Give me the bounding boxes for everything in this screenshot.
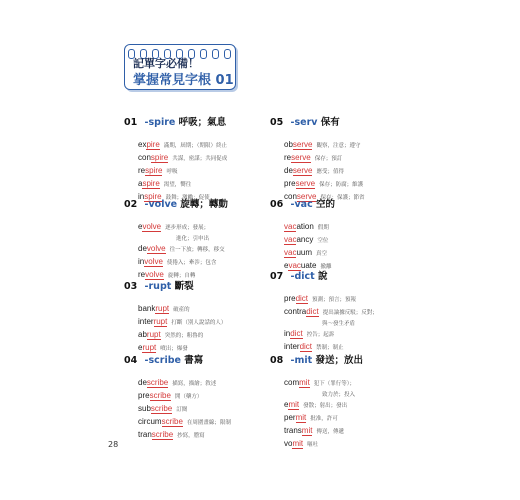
section-dict	[270, 268, 440, 351]
root-meaning: 保有	[320, 117, 340, 128]
vocab-definition: 呼吸	[166, 169, 178, 175]
vocab-definition-continued: 進化；引申出	[176, 236, 210, 242]
root-highlight: rupt	[153, 317, 168, 326]
root-label: -volve	[144, 199, 178, 210]
vocab-definition: 真空	[316, 251, 328, 257]
word-pre: a	[138, 179, 143, 188]
root-meaning: 斷裂	[174, 281, 194, 292]
vocab-entry	[284, 240, 440, 257]
root-highlight: rupt	[142, 343, 157, 352]
word-pre: ob	[284, 140, 293, 149]
word-pre: e	[284, 261, 289, 270]
root-highlight: volve	[142, 222, 162, 231]
section-scribe	[124, 352, 294, 439]
root-meaning: 書寫	[184, 355, 204, 366]
root-highlight: vac	[284, 235, 297, 244]
vocab-definition: 使捲入；牽涉；包含	[166, 260, 217, 266]
vocab-definition: 撤離	[320, 264, 332, 270]
word-pre: per	[284, 413, 296, 422]
word-pre: de	[138, 244, 147, 253]
word-pre: pre	[138, 391, 150, 400]
root-meaning: 發送；放出	[315, 355, 364, 366]
word-pre: e	[284, 400, 289, 409]
root-highlight: dict	[306, 307, 319, 316]
vocab-word	[284, 342, 312, 352]
section-number: 04	[124, 355, 138, 366]
vocab-definition: 嘔吐	[307, 442, 319, 448]
word-pre: pre	[284, 294, 296, 303]
root-highlight: spire	[142, 179, 160, 188]
vocab-definition: 突然的；粗魯的	[164, 333, 204, 339]
word-post: ation	[296, 222, 314, 231]
root-highlight: rupt	[155, 304, 170, 313]
word-pre: inter	[138, 317, 154, 326]
section-title	[124, 196, 294, 210]
root-highlight: rupt	[146, 330, 161, 339]
section-rupt	[124, 278, 294, 352]
vocab-word	[284, 307, 319, 317]
vocab-entry	[284, 321, 440, 338]
vocab-word	[284, 378, 310, 388]
word-pre: in	[284, 329, 291, 338]
vocab-entry	[284, 405, 440, 422]
vocab-definition: 發散；射出；發出	[303, 403, 348, 409]
section-title	[270, 114, 440, 128]
section-mit	[270, 352, 440, 448]
root-highlight: scribe	[146, 378, 169, 387]
vocab-entry	[284, 227, 440, 244]
word-pre: circum	[138, 417, 162, 426]
root-highlight: dict	[299, 342, 313, 351]
root-highlight: spire	[145, 166, 163, 175]
root-highlight: volve	[146, 244, 166, 253]
header-card	[124, 44, 236, 90]
vocab-definition: 傳送，傳遞	[316, 429, 344, 435]
vocab-definition: 開（藥方）	[174, 394, 203, 400]
root-highlight: mit	[299, 378, 310, 387]
vocab-definition: 抄寫，謄寫	[177, 433, 205, 439]
root-highlight: mit	[295, 413, 307, 422]
root-highlight: mit	[301, 426, 313, 435]
vocab-word	[284, 439, 303, 449]
root-label: -rupt	[144, 281, 172, 292]
vocab-entry	[284, 214, 440, 231]
section-title	[124, 278, 294, 292]
vocab-definition: 噴出；爆發	[160, 346, 188, 352]
word-pre: com	[284, 378, 300, 387]
root-meaning: 旋轉；轉動	[180, 199, 228, 210]
vocab-entry	[284, 286, 440, 303]
root-label: -scribe	[144, 355, 181, 366]
vocab-entry	[284, 418, 440, 435]
vocab-entry	[284, 145, 440, 162]
vocab-definition: 鼓舞；激勵；促使	[165, 195, 210, 201]
root-highlight: vac	[284, 248, 297, 257]
word-pre: pre	[284, 179, 296, 188]
vocab-definition: 共謀，密謀；共同促成	[172, 156, 228, 162]
section-serv	[270, 114, 440, 201]
vocab-definition: 假期	[317, 225, 329, 231]
section-title	[124, 114, 294, 128]
root-highlight: dict	[290, 329, 303, 338]
section-number: 06	[270, 199, 284, 210]
vocab-definition: 批准，許可	[310, 416, 338, 422]
word-pre: inter	[284, 342, 300, 351]
root-highlight: serve	[296, 192, 317, 201]
root-highlight: spire	[144, 192, 162, 201]
vocab-definition: 犯下（罪行等）；	[313, 381, 356, 387]
vocab-definition: 提出論據反駁；反對；	[322, 310, 378, 316]
root-highlight: mit	[292, 439, 304, 448]
root-highlight: spire	[150, 153, 169, 162]
root-highlight: scribe	[151, 430, 174, 439]
word-pre: trans	[284, 426, 302, 435]
section-title	[270, 268, 440, 282]
root-highlight: vac	[288, 261, 301, 270]
root-meaning: 空的	[316, 199, 336, 210]
vocab-definition: 往一下放；轉移，移交	[169, 247, 225, 253]
section-number: 01	[124, 117, 138, 128]
section-number: 03	[124, 281, 138, 292]
root-highlight: mit	[288, 400, 300, 409]
vocab-definition: 打斷（別人說話的人）	[171, 320, 227, 326]
word-pre: contra	[284, 307, 307, 316]
root-highlight: scribe	[150, 404, 173, 413]
vocab-definition: 禁制；制止	[316, 345, 344, 351]
root-highlight: serve	[291, 153, 311, 162]
root-highlight: serve	[292, 140, 313, 149]
vocab-definition: 旋轉；自轉	[167, 273, 196, 279]
root-highlight: volve	[145, 270, 164, 279]
section-vac	[270, 196, 440, 270]
vocab-entry	[284, 158, 440, 175]
vocab-entry	[284, 392, 440, 409]
word-pre: sub	[138, 404, 151, 413]
header-subtitle: 記單字必備！	[133, 57, 199, 70]
word-pre: e	[138, 343, 143, 352]
root-highlight: vac	[284, 222, 297, 231]
root-highlight: serve	[292, 166, 313, 175]
vocab-definition-continued: 致力於；投入	[322, 392, 356, 398]
vocab-definition: 保存；保護；節省	[320, 195, 365, 201]
vocab-definition: 觀察，注意；遵守	[316, 143, 361, 149]
vocab-definition: 空位	[317, 238, 329, 244]
vocab-definition: 保存；防腐；維護	[319, 182, 364, 188]
vocab-entry	[284, 334, 440, 351]
root-label: -vac	[290, 199, 313, 210]
root-meaning: 說	[318, 271, 328, 282]
word-pre: vo	[284, 439, 293, 448]
word-post: ancy	[296, 235, 314, 244]
section-number: 05	[270, 117, 284, 128]
root-label: -serv	[290, 117, 318, 128]
vocab-definition: 應受；值得	[316, 169, 344, 175]
word-pre: re	[138, 270, 146, 279]
section-number: 02	[124, 199, 138, 210]
vocab-definition: 破產的	[173, 307, 190, 313]
vocab-definition: 逐步形成；發展；	[165, 225, 210, 231]
vocab-definition: 滿期，屆期；（期限）終止	[163, 143, 228, 149]
word-pre: re	[138, 166, 146, 175]
root-highlight: volve	[144, 257, 163, 266]
word-pre: in	[138, 257, 145, 266]
word-pre: e	[138, 222, 143, 231]
section-number: 08	[270, 355, 284, 366]
vocab-definition: 控告；起訴	[306, 332, 335, 338]
root-highlight: scribe	[161, 417, 183, 426]
section-number: 07	[270, 271, 284, 282]
vocab-definition: 保存；預訂	[314, 156, 343, 162]
vocab-entry	[284, 132, 440, 149]
vocab-entry	[284, 370, 440, 398]
word-pre: in	[138, 192, 145, 201]
root-highlight: scribe	[149, 391, 171, 400]
page-number: 28	[108, 440, 119, 449]
word-pre: de	[138, 378, 147, 387]
word-pre: con	[284, 192, 297, 201]
word-pre: bank	[138, 304, 156, 313]
header-title: 掌握常見字根 01	[133, 73, 234, 88]
root-highlight: dict	[295, 294, 309, 303]
word-pre: con	[138, 153, 151, 162]
vocab-entry	[284, 253, 440, 270]
section-title	[124, 352, 294, 366]
root-meaning: 呼吸；氣息	[178, 117, 227, 128]
vocab-word	[138, 222, 161, 232]
vocab-definition: 預測；預言；預報	[312, 297, 357, 303]
vocab-word	[138, 430, 173, 440]
section-spire	[124, 114, 294, 201]
word-pre: re	[284, 153, 292, 162]
root-highlight: serve	[295, 179, 316, 188]
root-label: -spire	[144, 117, 176, 128]
word-post: uum	[296, 248, 313, 257]
section-title	[270, 196, 440, 210]
word-pre: ab	[138, 330, 147, 339]
vocab-definition-continued: 與～發生矛盾	[322, 321, 356, 327]
vocab-definition: 在周圍畫線；限制	[186, 420, 231, 426]
vocab-entry	[284, 431, 440, 448]
root-label: -mit	[290, 355, 313, 366]
vocab-definition: 渴望，嚮往	[163, 182, 192, 188]
vocab-entry	[284, 171, 440, 188]
vocab-entry	[284, 299, 440, 327]
vocab-definition: 訂閱	[176, 407, 188, 413]
word-pre: tran	[138, 430, 152, 439]
word-pre: de	[284, 166, 293, 175]
root-label: -dict	[290, 271, 315, 282]
word-pre: ex	[138, 140, 147, 149]
root-highlight: pire	[146, 140, 160, 149]
word-post: uate	[300, 261, 317, 270]
vocab-definition: 描寫，描繪；敘述	[172, 381, 217, 387]
section-title	[270, 352, 440, 366]
